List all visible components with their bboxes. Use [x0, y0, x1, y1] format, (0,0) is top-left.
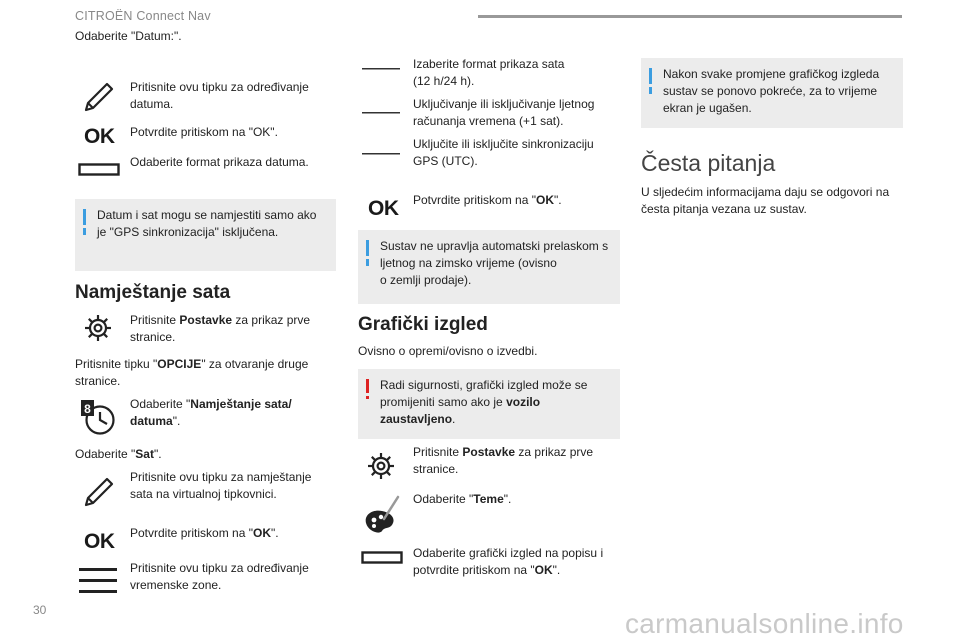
info-note-restart: Nakon svake promjene grafičkog izgleda sustav se ponovo pokreće, za to vrijeme ekran je ugašen. — [641, 58, 903, 128]
select-date-line: Odaberite "Datum:". — [75, 29, 182, 43]
step-pencil-time: Pritisnite ovu tipku za namještanje sata na virtualnoj tipkovnici. — [130, 470, 312, 501]
warning-marker-icon — [366, 379, 369, 393]
header-rule — [478, 15, 902, 18]
toggle-line-icon — [362, 151, 400, 157]
gear-icon — [83, 313, 113, 343]
intro-theme: Ovisno o opremi/ovisno o izvedbi. — [358, 344, 538, 358]
info-marker-icon — [649, 68, 652, 84]
step-hour-format: Izaberite format prikaza sata (12 h/24 h). — [413, 57, 565, 88]
toggle-line-icon — [362, 66, 400, 72]
gear-icon — [366, 451, 396, 481]
menu-lines-icon — [79, 566, 117, 596]
step-settings-2: Pritisnite Postavke za prikaz prve stranice. — [413, 445, 594, 476]
step-time-date: Odaberite "Namještanje sata/ datuma". — [130, 397, 292, 428]
info-marker-icon — [366, 240, 369, 256]
clock-icon — [80, 398, 116, 438]
step-format-date: Odaberite format prikaza datuma. — [130, 155, 309, 169]
step-ok-3: Potvrdite pritiskom na "OK". — [413, 193, 562, 207]
heading-faq: Česta pitanja — [641, 150, 776, 176]
step-dst: Uključivanje ili isključivanje ljetnog računanja vremena (+1 sat). — [413, 97, 595, 128]
palette-icon — [362, 493, 402, 537]
heading-time-setting: Namještanje sata — [75, 282, 231, 303]
field-icon — [78, 163, 120, 177]
step-ok-2: Potvrdite pritiskom na "OK". — [130, 526, 279, 540]
step-themes: Odaberite "Teme". — [413, 492, 512, 506]
info-marker-icon — [83, 209, 86, 225]
warning-note-theme: Radi sigurnosti, grafički izgled može se promijeniti samo ako je vozilo zaustavljeno. — [358, 369, 620, 439]
manual-header-title: CITROËN Connect Nav — [75, 9, 211, 23]
watermark: carmanualsonline.info — [625, 608, 904, 639]
step-ok-1: Potvrdite pritiskom na "OK". — [130, 125, 278, 139]
select-hour-line: Odaberite "Sat". — [75, 447, 162, 461]
field-icon — [361, 551, 403, 565]
toggle-line-icon — [362, 110, 400, 116]
ok-icon: OK — [368, 197, 399, 220]
info-note-dst: Sustav ne upravlja automatski prelaskom s ljetnog na zimsko vrijeme (ovisno o zemlji prodaje). — [358, 230, 620, 304]
pencil-icon — [80, 473, 118, 511]
ok-icon: OK — [84, 530, 115, 553]
options-line: Pritisnite tipku "OPCIJE" za otvaranje druge stranice. — [75, 357, 309, 388]
pencil-icon — [80, 78, 118, 116]
step-pick-theme: Odaberite grafički izgled na popisu i potvrdite pritiskom na "OK". — [413, 546, 604, 577]
info-note-gps: Datum i sat mogu se namjestiti samo ako je "GPS sinkronizacija" isključena. — [75, 199, 336, 271]
clock-number: 8 — [84, 402, 91, 416]
step-timezone: Pritisnite ovu tipku za određivanje vremenske zone. — [130, 561, 309, 592]
heading-theme: Grafički izgled — [358, 314, 488, 335]
step-settings: Pritisnite Postavke za prikaz prve stranice. — [130, 313, 311, 344]
step-pencil-date: Pritisnite ovu tipku za određivanje datuma. — [130, 80, 309, 111]
step-gps-sync: Uključite ili isključite sinkronizaciju GPS (UTC). — [413, 137, 594, 168]
intro-faq: U sljedećim informacijama daju se odgovori na česta pitanja vezana uz sustav. — [641, 185, 890, 216]
page-number: 30 — [33, 603, 47, 617]
ok-icon: OK — [84, 125, 115, 148]
